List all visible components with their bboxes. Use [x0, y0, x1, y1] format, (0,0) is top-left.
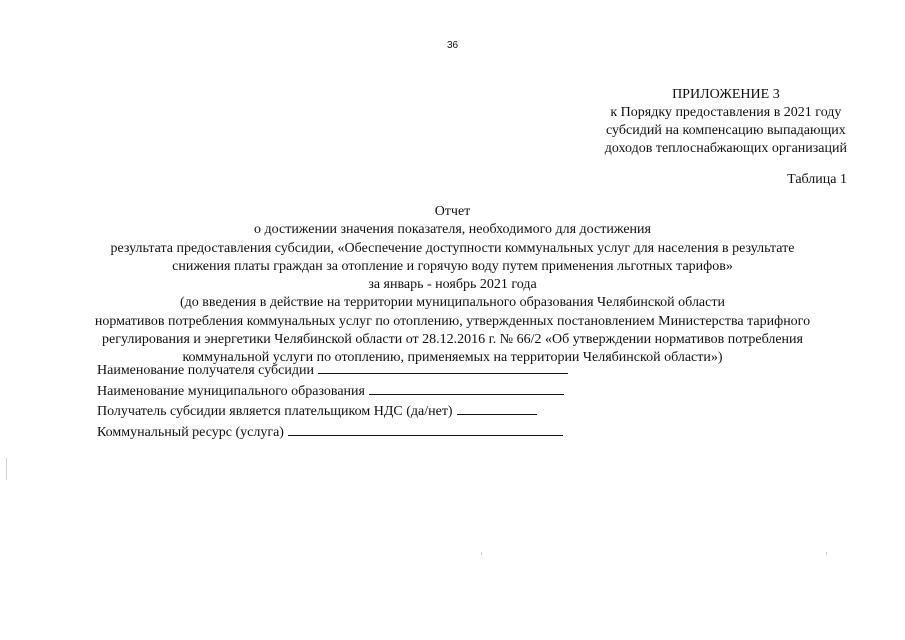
report-line: снижения платы граждан за отопление и горячую воду путем применения льготных тарифов» [172, 258, 733, 274]
report-line: (до введения в действие на территории муниципального образования Челябинской области [180, 295, 725, 311]
form-field-label: Наименование получателя субсидии [97, 363, 314, 378]
form-field-blank [457, 401, 537, 415]
report-heading [0, 203, 905, 368]
form-field-label: Наименование муниципального образования [97, 383, 365, 399]
form-field-resource [97, 422, 568, 443]
report-line: регулирования и энергетики Челябинской области от 28.12.2016 г. № 66/2 «Об утверждении нормативов потребления [102, 332, 803, 348]
report-line: о достижении значения показателя, необходимого для достижения [254, 222, 651, 238]
appendix-line: субсидий на компенсацию выпадающих [606, 123, 846, 138]
form-field-label: Коммунальный ресурс (услуга) [97, 424, 284, 440]
appendix-title: ПРИЛОЖЕНИЕ 3 [672, 87, 780, 102]
report-line: результата предоставления субсидии, «Обеспечение доступности коммунальных услуг для населения в результате [110, 240, 795, 256]
report-line: коммунальной услуги по отоплению, применяемых на территории Челябинской области») [182, 350, 723, 366]
scan-artifact [826, 552, 827, 555]
form-field-recipient [97, 360, 568, 381]
form-field-label: Получатель субсидии является плательщиком НДС (да/нет) [97, 404, 453, 419]
form-field-blank [288, 422, 563, 436]
form-field-blank [318, 360, 568, 374]
scan-artifact [6, 458, 7, 480]
form-field-municipality [97, 381, 568, 402]
form-field-blank [369, 381, 564, 395]
report-title: Отчет [434, 204, 471, 219]
appendix-line: доходов теплоснабжающих организаций [604, 141, 847, 156]
appendix-block [605, 86, 847, 158]
report-line: нормативов потребления коммунальных услуг по отоплению, утвержденных постановлением Министерства тарифного [94, 313, 811, 329]
form-fields [97, 360, 568, 442]
page-number: 36 [446, 40, 459, 51]
appendix-line: к Порядку предоставления в 2021 году [610, 105, 842, 120]
form-field-vat [97, 401, 568, 422]
report-period: за январь - ноябрь 2021 года [368, 277, 537, 293]
table-label: Таблица 1 [787, 172, 847, 187]
scan-artifact [481, 552, 482, 555]
